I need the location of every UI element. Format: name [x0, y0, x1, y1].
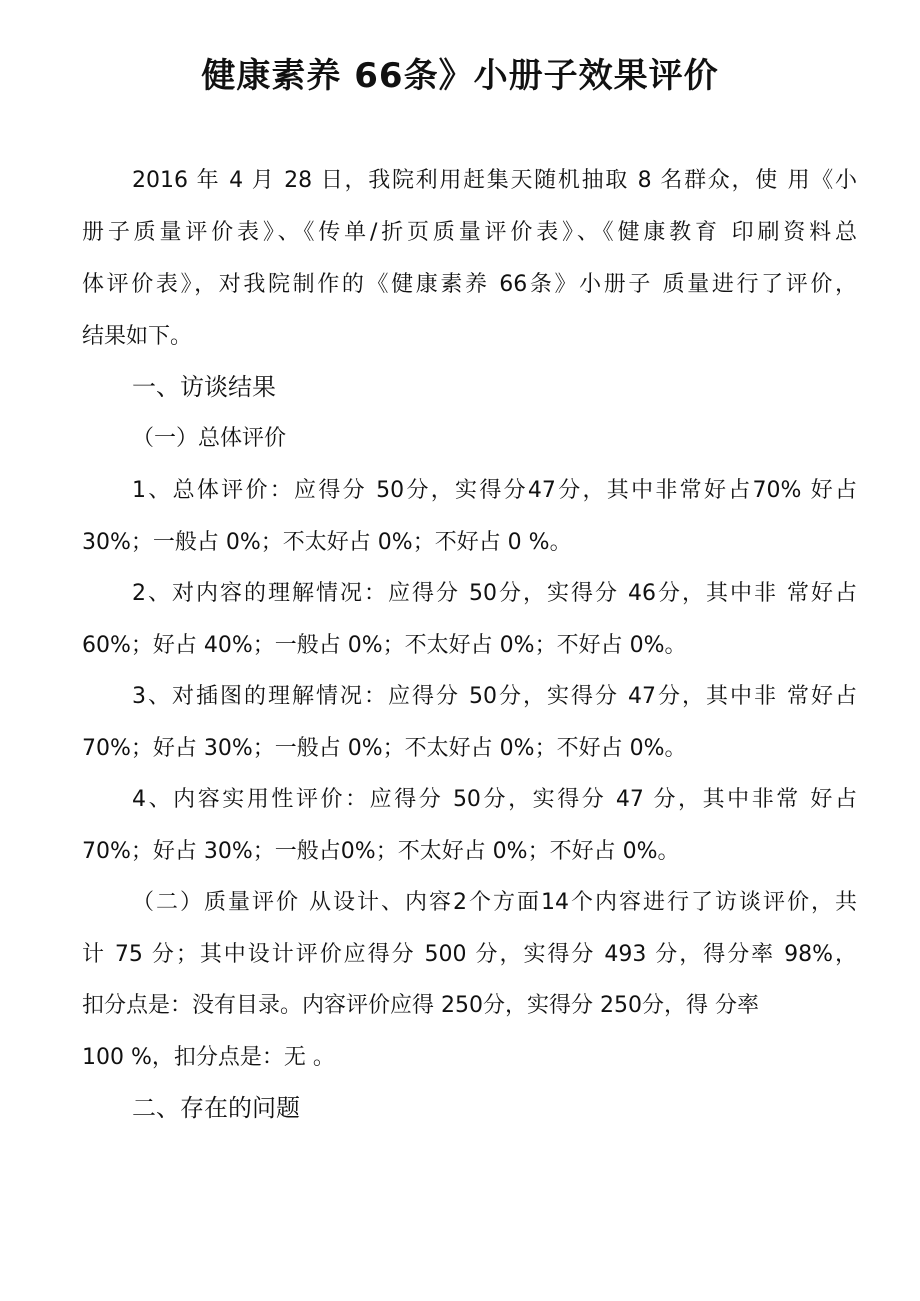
intro-line-3: 体评价表》，对我院制作的《健康素养 66条》小册子 质量进行了评价， — [82, 272, 857, 297]
intro-line-1: 2016 年 4 月 28 日，我院利用赶集天随机抽取 8 名群众，使 用《小 — [132, 168, 857, 193]
item-1-line-2: 30%；一般占 0%；不太好占 0%；不好占 0 %。 — [82, 530, 572, 555]
section-heading-interview-results: 一、访谈结果 — [132, 373, 276, 401]
item-4-line-1: 4、内容实用性评价：应得分 50分，实得分 47 分，其中非常 好占 — [132, 787, 857, 812]
document-title: 健康素养 66条》小册子效果评价 — [201, 56, 719, 96]
quality-eval-line-4: 100 %，扣分点是：无 。 — [82, 1045, 335, 1070]
item-2-line-1: 2、对内容的理解情况：应得分 50分，实得分 46分，其中非 常好占 — [132, 581, 857, 606]
intro-line-4: 结果如下。 — [82, 324, 193, 349]
quality-eval-line-3: 扣分点是：没有目录。内容评价应得 250分，实得分 250分，得 分率 — [82, 993, 759, 1018]
item-3-line-1: 3、对插图的理解情况：应得分 50分，实得分 47分，其中非 常好占 — [132, 684, 857, 709]
quality-eval-line-2: 计 75 分；其中设计评价应得分 500 分，实得分 493 分，得分率 98%， — [82, 942, 857, 967]
section-heading-problems: 二、存在的问题 — [132, 1094, 300, 1122]
item-4-line-2: 70%；好占 30%；一般占0%；不太好占 0%；不好占 0%。 — [82, 839, 680, 864]
quality-eval-line-1: （二）质量评价 从设计、内容2个方面14个内容进行了访谈评价，共 — [132, 890, 857, 915]
item-3-line-2: 70%；好占 30%；一般占 0%；不太好占 0%；不好占 0%。 — [82, 736, 687, 761]
item-2-line-2: 60%；好占 40%；一般占 0%；不太好占 0%；不好占 0%。 — [82, 633, 687, 658]
subsection-heading-overall: （一）总体评价 — [132, 426, 287, 451]
intro-line-2: 册子质量评价表》、《传单/折页质量评价表》、《健康教育 印刷资料总 — [82, 220, 857, 245]
item-1-line-1: 1、总体评价：应得分 50分，实得分47分，其中非常好占70% 好占 — [132, 478, 857, 503]
